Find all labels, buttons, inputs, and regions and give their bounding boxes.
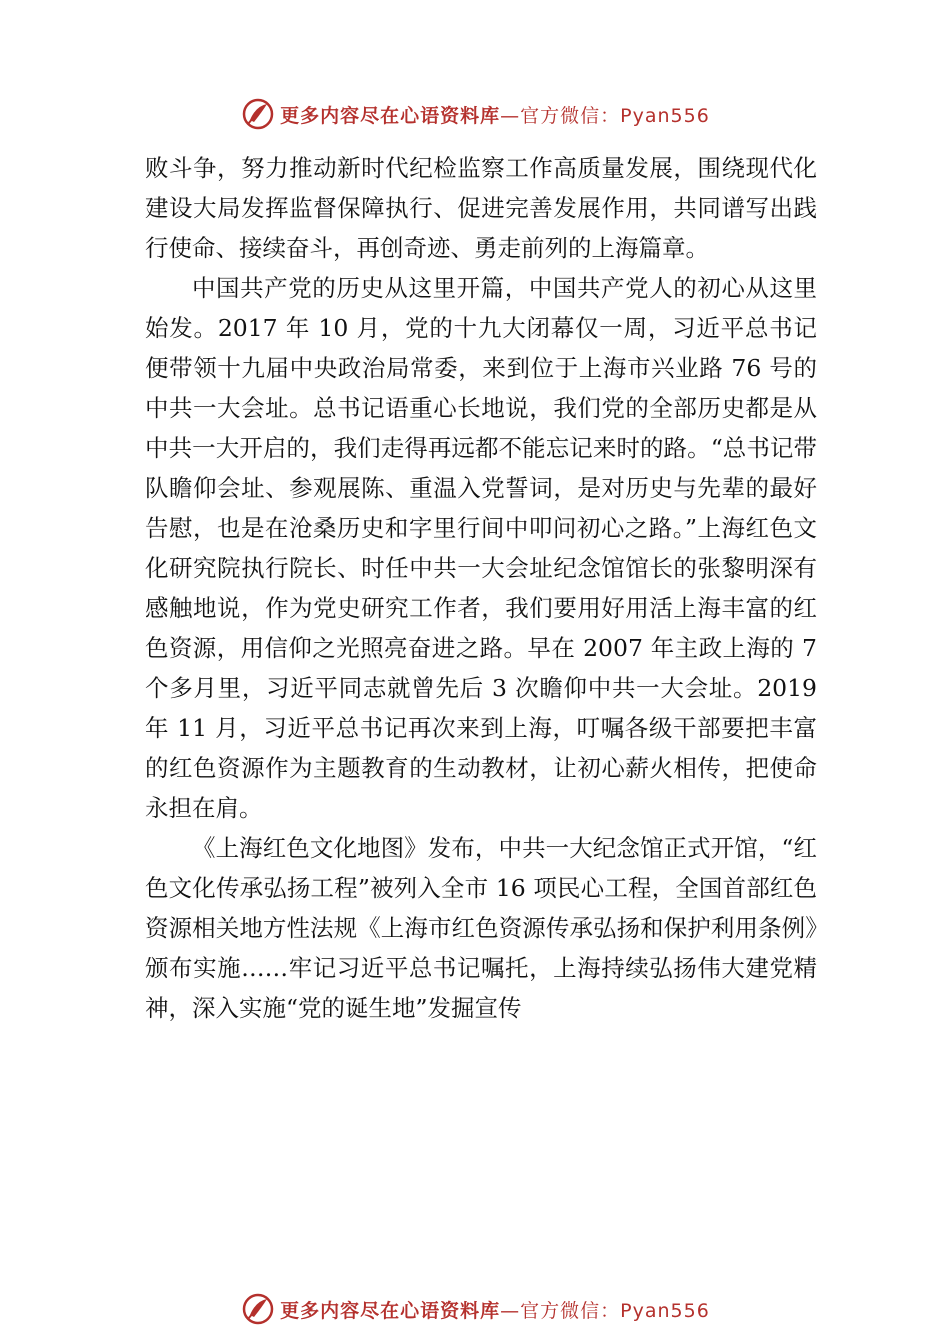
- brand-logo-icon: [240, 96, 276, 132]
- header-banner: [0, 94, 950, 134]
- footer-wechat-text: —官方微信：Pyan556: [500, 1299, 710, 1322]
- header-wechat-text: —官方微信：Pyan556: [500, 104, 710, 127]
- footer-banner-text: 更多内容尽在心语资料库: [280, 1299, 501, 1322]
- paragraph-1: 败斗争，努力推动新时代纪检监察工作高质量发展，围绕现代化建设大局发挥监督保障执行、促进完善发展作用，共同谱写出践行使命、接续奋斗，再创奇迹、勇走前列的上海篇章。: [145, 154, 817, 262]
- paragraph-2: 中国共产党的历史从这里开篇，中国共产党人的初心从这里始发。2017 年 10 月，党的十九大闭幕仅一周，习近平总书记便带领十九届中央政治局常委，来到位于上海市兴业路 76 号的中共一大会址。总书记语重心长地说，我们党的全部历史都是从中共一大开启的，我们走得再远都不能忘记来时的路。“总书记带队瞻仰会址、参观展陈、重温入党誓词，是对历史与先辈的最好告慰，也是在沧桑历史和字里行间中叩问初心之路。”上海红色文化研究院执行院长、时任中共一大会址纪念馆馆长的张黎明深有感触地说，作为党史研究工作者，我们要用好用活上海丰富的红色资源，用信仰之光照亮奋进之路。早在 2007 年主政上海的 7 个多月里，习近平同志就曾先后 3 次瞻仰中共一大会址。2019 年 11 月，习近平总书记再次来到上海，叮嘱各级干部要把丰富的红色资源作为主题教育的生动教材，让初心薪火相传，把使命永担在肩。: [145, 274, 817, 822]
- header-banner-text: 更多内容尽在心语资料库: [280, 104, 501, 127]
- paragraph-3: 《上海红色文化地图》发布，中共一大纪念馆正式开馆，“红色文化传承弘扬工程”被列入全市 16 项民心工程，全国首部红色资源相关地方性法规《上海市红色资源传承弘扬和保护利用条例》颁布实施……牢记习近平总书记嘱托，上海持续弘扬伟大建党精神，深入实施“党的诞生地”发掘宣传: [145, 834, 817, 1022]
- document-body: [145, 148, 817, 1028]
- footer-banner: [0, 1289, 950, 1329]
- brand-logo-icon: [240, 1291, 276, 1327]
